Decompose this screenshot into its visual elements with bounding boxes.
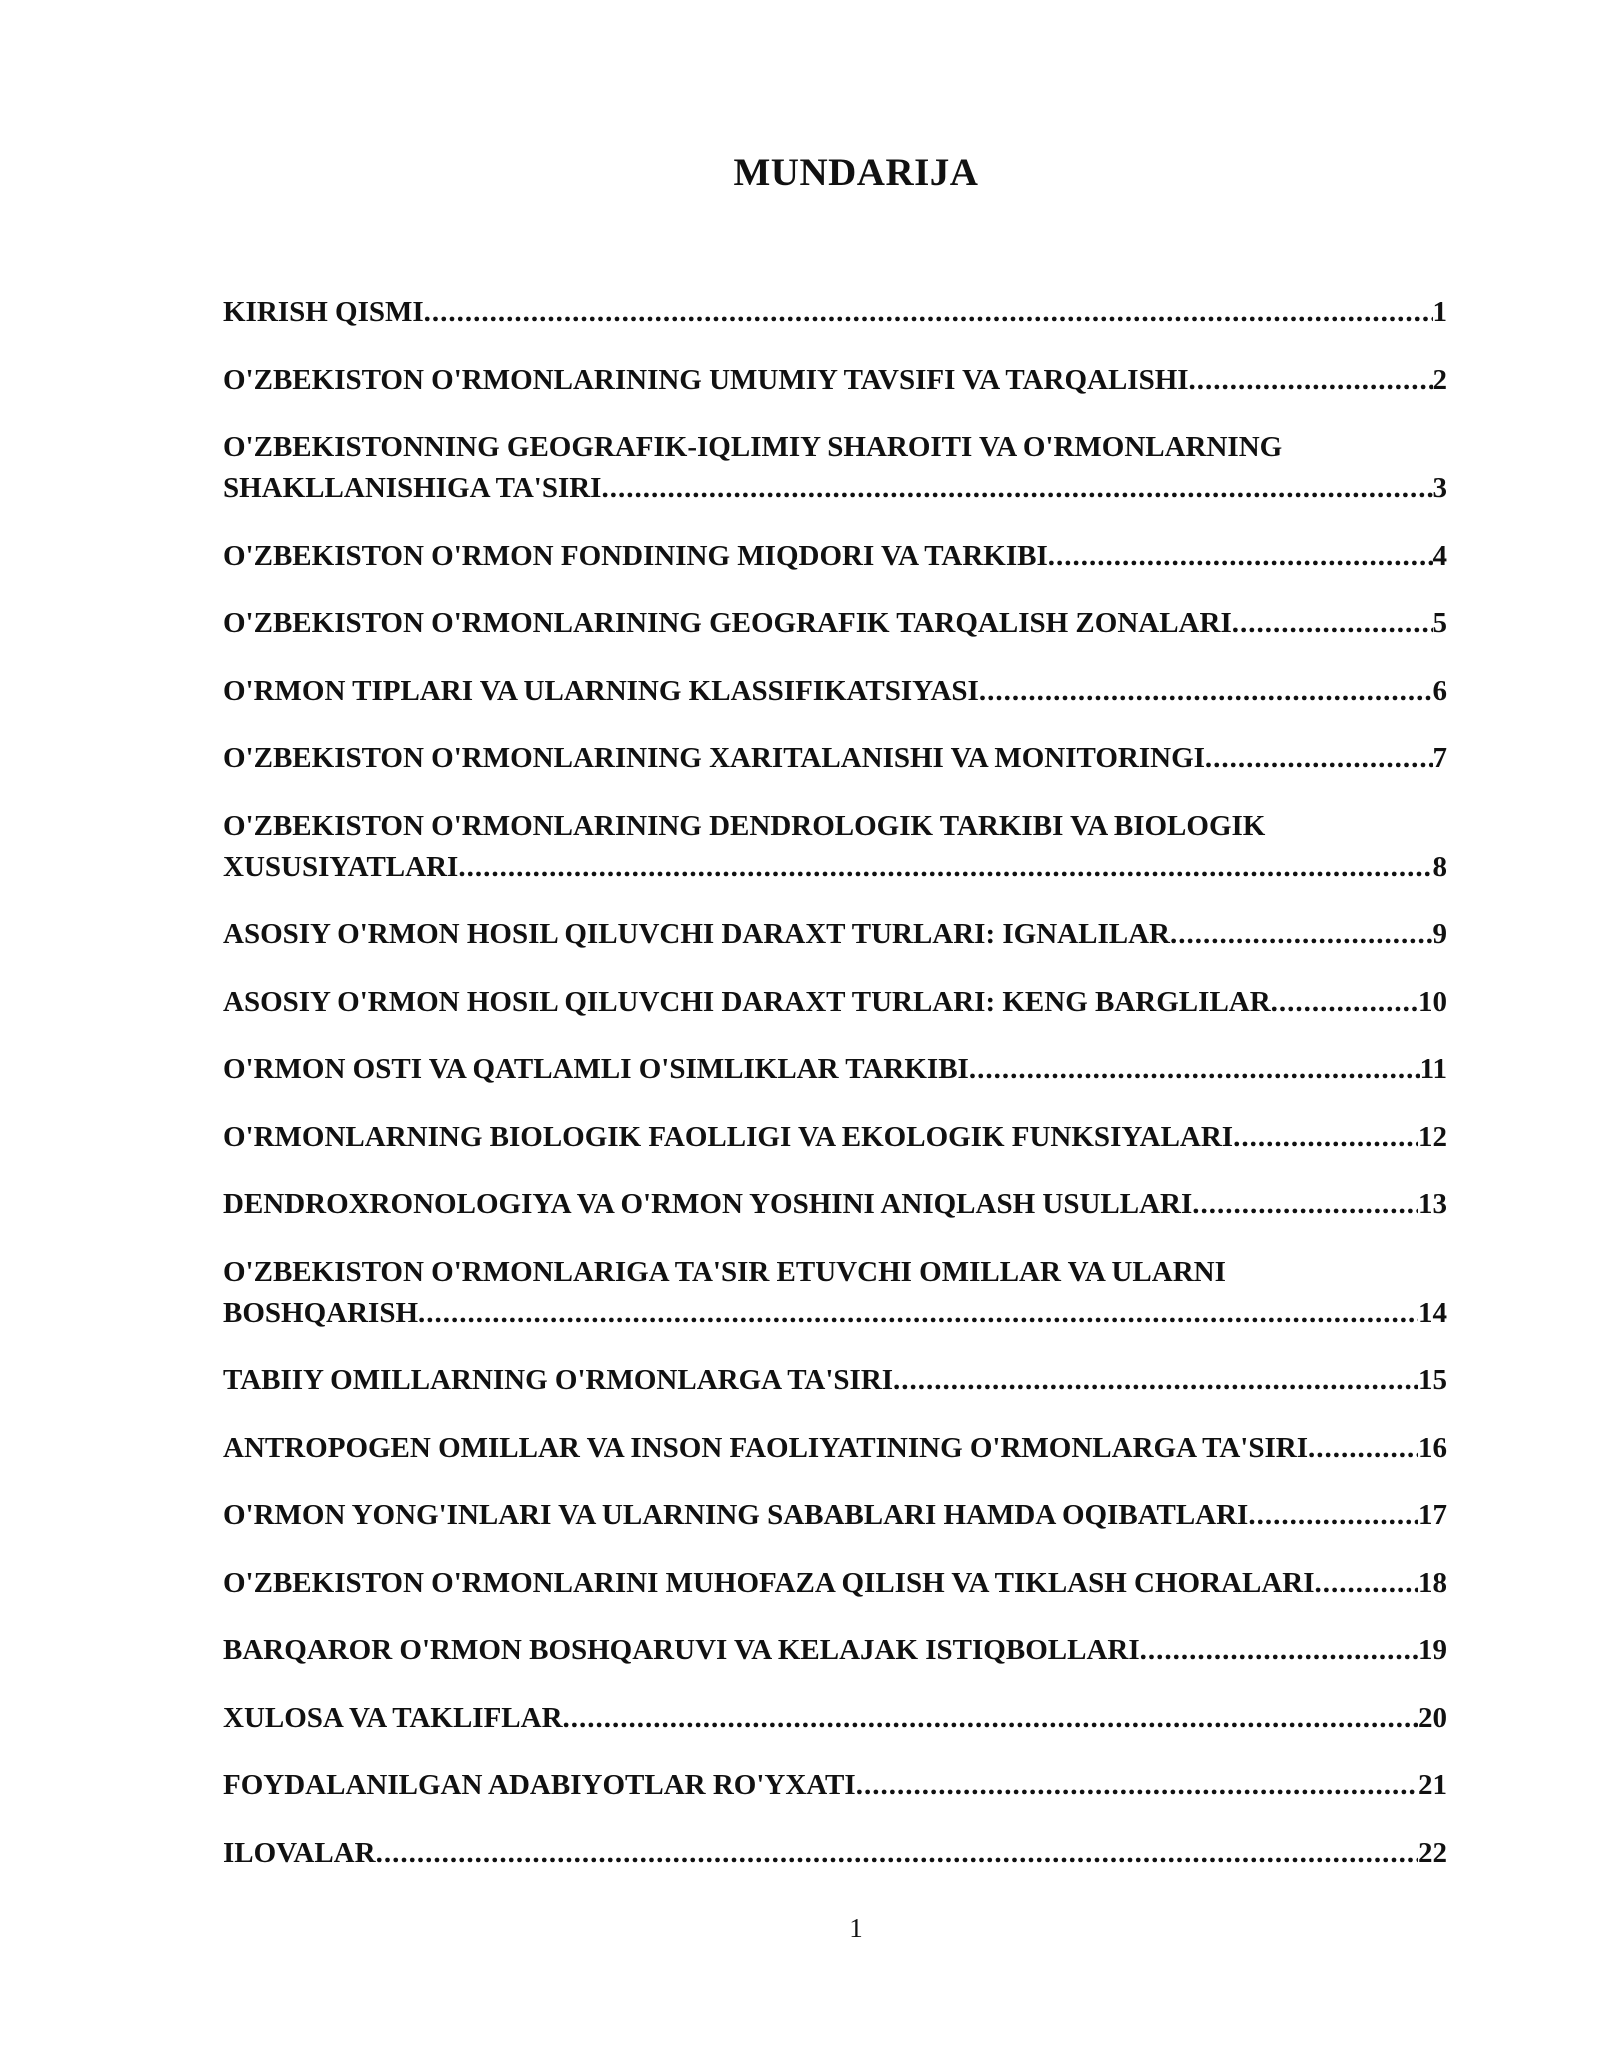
- toc-entry-title: O'ZBEKISTON O'RMONLARINING UMUMIY TAVSIFI VA TARQALISHI: [223, 363, 1189, 396]
- dot-leader: [893, 1360, 1418, 1401]
- toc-entry[interactable]: [223, 982, 1447, 1023]
- toc-entry-page-number: 10: [1418, 985, 1447, 1018]
- toc-entry-line: [223, 468, 1447, 509]
- toc-entry[interactable]: [223, 1049, 1447, 1090]
- dot-leader: [563, 1698, 1418, 1739]
- toc-entry[interactable]: [223, 1563, 1447, 1604]
- toc-entry-title-line: O'ZBEKISTON O'RMONLARIGA TA'SIR ETUVCHI OMILLAR VA ULARNI: [223, 1255, 1226, 1288]
- toc-entry-title: O'ZBEKISTON O'RMON FONDINING MIQDORI VA TARKIBI: [223, 539, 1048, 572]
- dot-leader: [1192, 1184, 1418, 1225]
- toc-entry-title: O'RMON OSTI VA QATLAMLI O'SIMLIKLAR TARKIBI: [223, 1053, 969, 1085]
- toc-entry-page-number: 9: [1432, 918, 1447, 950]
- dot-leader: [1248, 1495, 1418, 1536]
- toc-entry-title: ILOVALAR: [223, 1836, 376, 1869]
- toc-entry-line: [223, 360, 1447, 401]
- dot-leader: [1233, 1117, 1418, 1158]
- dot-leader: [1308, 1428, 1418, 1469]
- toc-entry-title: TABIIY OMILLARNING O'RMONLARGA TA'SIRI: [223, 1364, 894, 1396]
- dot-leader: [424, 292, 1433, 333]
- toc-entry-line: [223, 1563, 1447, 1604]
- dot-leader: [418, 1293, 1418, 1334]
- dot-leader: [458, 847, 1432, 888]
- toc-entry-page-number: 4: [1432, 539, 1447, 572]
- toc-entry-page-number: 17: [1418, 1499, 1447, 1531]
- toc-entry-line: [223, 1698, 1447, 1739]
- toc-entry-title: O'RMONLARNING BIOLOGIK FAOLLIGI VA EKOLOGIK FUNKSIYALARI: [223, 1120, 1234, 1153]
- toc-entry[interactable]: [223, 1495, 1447, 1536]
- toc-entry-page-number: 20: [1418, 1701, 1447, 1734]
- toc-entry-line: [223, 292, 1447, 333]
- toc-entry-page-number: 6: [1432, 674, 1447, 707]
- toc-entry-line: [223, 1765, 1447, 1806]
- toc-entry[interactable]: [223, 360, 1447, 401]
- dot-leader: [601, 468, 1432, 509]
- toc-entry-page-number: 11: [1419, 1053, 1447, 1085]
- toc-entry-line: [223, 1428, 1447, 1469]
- toc-entry-page-number: 15: [1418, 1364, 1447, 1396]
- toc-entry-line: [223, 738, 1447, 779]
- toc-entry[interactable]: [223, 292, 1447, 333]
- toc-entry[interactable]: [223, 1184, 1447, 1225]
- toc-entry[interactable]: [223, 1360, 1447, 1401]
- toc-entry-page-number: 12: [1418, 1120, 1447, 1153]
- toc-entry-title: ASOSIY O'RMON HOSIL QILUVCHI DARAXT TURLARI: KENG BARGLILAR: [223, 985, 1271, 1018]
- toc-entry-title: O'RMON TIPLARI VA ULARNING KLASSIFIKATSIYASI: [223, 674, 979, 707]
- toc-entry[interactable]: [223, 536, 1447, 577]
- page-number: 1: [849, 1913, 863, 1943]
- toc-entry[interactable]: [223, 914, 1447, 955]
- table-of-contents: [223, 292, 1447, 1900]
- dot-leader: [376, 1833, 1418, 1874]
- toc-entry-page-number: 19: [1418, 1634, 1447, 1666]
- dot-leader: [1048, 536, 1433, 577]
- toc-entry-page-number: 13: [1418, 1188, 1447, 1220]
- toc-entry[interactable]: [223, 603, 1447, 644]
- toc-entry-title: BOSHQARISH: [223, 1296, 418, 1329]
- dot-leader: [1140, 1630, 1418, 1671]
- toc-entry-line: [223, 847, 1447, 888]
- toc-entry-page-number: 18: [1418, 1566, 1447, 1599]
- toc-entry[interactable]: [223, 1765, 1447, 1806]
- toc-entry-title: XUSUSIYATLARI: [223, 850, 459, 883]
- dot-leader: [979, 671, 1433, 712]
- toc-entry-title: O'ZBEKISTON O'RMONLARINING XARITALANISHI VA MONITORINGI: [223, 742, 1205, 774]
- toc-entry-line: [223, 914, 1447, 955]
- toc-entry-page-number: 3: [1432, 472, 1447, 504]
- toc-entry-title: FOYDALANILGAN ADABIYOTLAR RO'YXATI: [223, 1769, 856, 1801]
- dot-leader: [969, 1049, 1420, 1090]
- toc-entry-page-number: 5: [1432, 607, 1447, 639]
- dot-leader: [1315, 1563, 1419, 1604]
- dot-leader: [1271, 982, 1418, 1023]
- toc-entry-title: BARQAROR O'RMON BOSHQARUVI VA KELAJAK ISTIQBOLLARI: [223, 1634, 1140, 1666]
- toc-entry-title: KIRISH QISMI: [223, 296, 424, 328]
- toc-entry-line: [223, 1117, 1447, 1158]
- toc-entry-page-number: 16: [1418, 1431, 1447, 1464]
- toc-entry-line: [223, 671, 1447, 712]
- toc-entry-title: O'ZBEKISTON O'RMONLARINING GEOGRAFIK TARQALISH ZONALARI: [223, 607, 1232, 639]
- toc-entry-title: O'RMON YONG'INLARI VA ULARNING SABABLARI HAMDA OQIBATLARI: [223, 1499, 1249, 1531]
- toc-entry[interactable]: [223, 671, 1447, 712]
- toc-entry-line: [223, 536, 1447, 577]
- toc-entry-title: DENDROXRONOLOGIYA VA O'RMON YOSHINI ANIQLASH USULLARI: [223, 1188, 1193, 1220]
- toc-entry[interactable]: [223, 1833, 1447, 1874]
- toc-entry-line: [223, 982, 1447, 1023]
- toc-entry-title-line: O'ZBEKISTON O'RMONLARINING DENDROLOGIK TARKIBI VA BIOLOGIK: [223, 809, 1266, 842]
- dot-leader: [1189, 360, 1433, 401]
- toc-entry-line: [223, 603, 1447, 644]
- toc-entry-line: [223, 1833, 1447, 1874]
- toc-entry-page-number: 22: [1418, 1836, 1447, 1869]
- page-title: MUNDARIJA: [733, 151, 979, 194]
- toc-entry-title-line: O'ZBEKISTONNING GEOGRAFIK-IQLIMIY SHAROITI VA O'RMONLARNING: [223, 431, 1283, 463]
- toc-entry-page-number: 2: [1432, 363, 1447, 396]
- toc-entry-title: SHAKLLANISHIGA TA'SIRI: [223, 472, 602, 504]
- toc-entry-page-number: 21: [1418, 1769, 1447, 1801]
- toc-entry-title: O'ZBEKISTON O'RMONLARINI MUHOFAZA QILISH VA TIKLASH CHORALARI: [223, 1566, 1315, 1599]
- toc-entry-page-number: 8: [1432, 850, 1447, 883]
- toc-entry-page-number: 7: [1432, 742, 1447, 774]
- toc-entry-line: [223, 1293, 1447, 1334]
- toc-entry-line: [223, 1049, 1447, 1090]
- toc-entry-line: [223, 1360, 1447, 1401]
- dot-leader: [1232, 603, 1433, 644]
- toc-entry[interactable]: [223, 1252, 1447, 1334]
- toc-entry-page-number: 14: [1418, 1296, 1447, 1329]
- toc-entry-line: [223, 1630, 1447, 1671]
- toc-entry[interactable]: [223, 738, 1447, 779]
- dot-leader: [1205, 738, 1433, 779]
- toc-entry[interactable]: [223, 806, 1447, 888]
- dot-leader: [1170, 914, 1433, 955]
- toc-entry-title: ASOSIY O'RMON HOSIL QILUVCHI DARAXT TURLARI: IGNALILAR: [223, 918, 1170, 950]
- toc-entry[interactable]: [223, 1698, 1447, 1739]
- toc-entry-title: ANTROPOGEN OMILLAR VA INSON FAOLIYATINING O'RMONLARGA TA'SIRI: [223, 1431, 1308, 1464]
- toc-entry-line: [223, 1495, 1447, 1536]
- toc-entry[interactable]: [223, 427, 1447, 509]
- toc-entry[interactable]: [223, 1428, 1447, 1469]
- toc-entry-line: [223, 1184, 1447, 1225]
- toc-entry-page-number: 1: [1432, 296, 1447, 328]
- toc-entry[interactable]: [223, 1117, 1447, 1158]
- dot-leader: [856, 1765, 1418, 1806]
- toc-entry[interactable]: [223, 1630, 1447, 1671]
- toc-entry-title: XULOSA VA TAKLIFLAR: [223, 1701, 563, 1734]
